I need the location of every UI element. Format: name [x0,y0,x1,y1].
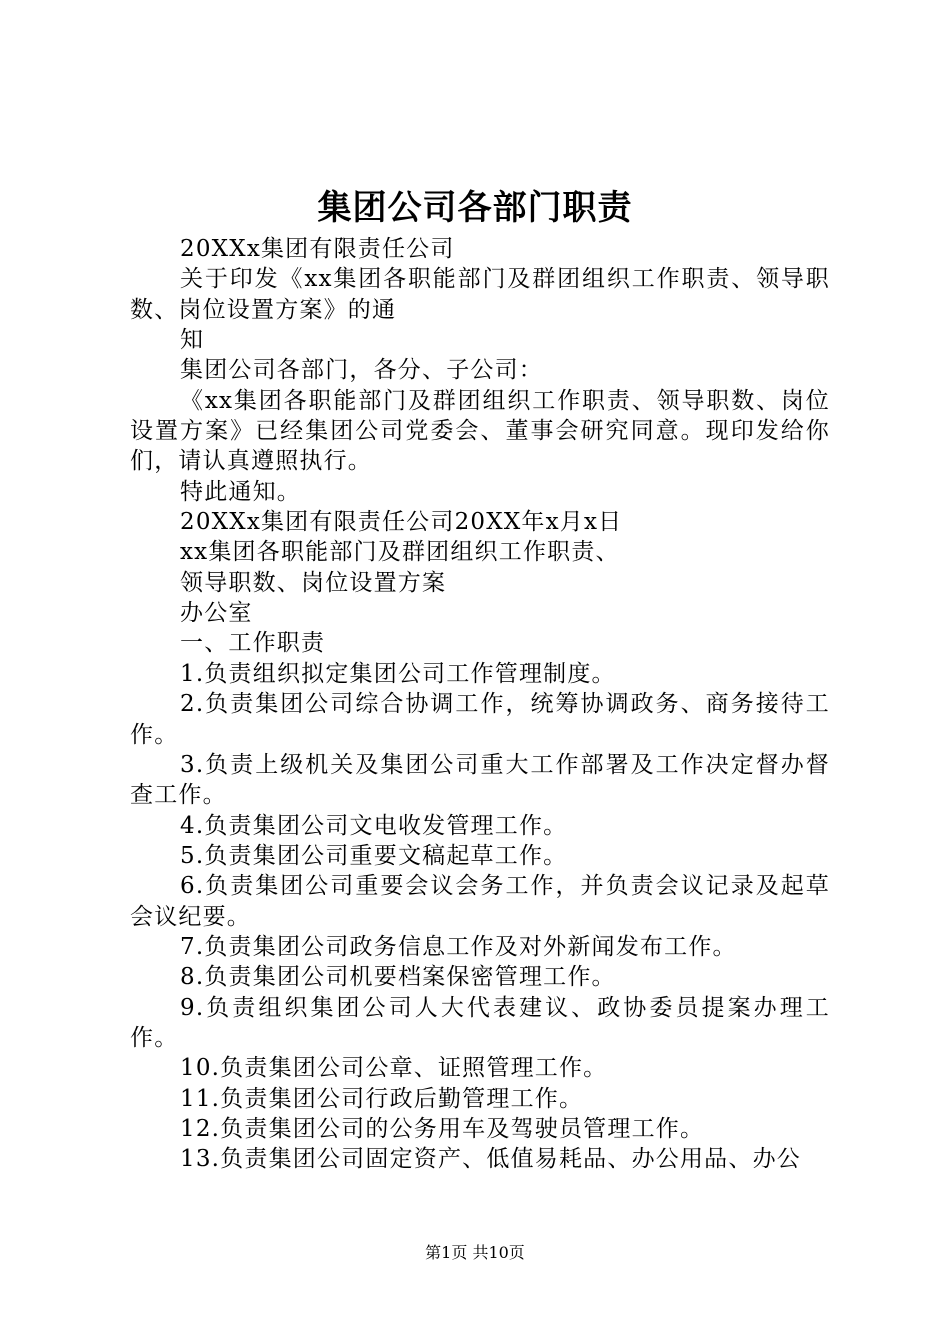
paragraph: 关于印发《xx集团各职能部门及群团组织工作职责、领导职数、岗位设置方案》的通 [130,266,830,323]
paragraph: 知 [180,327,205,354]
list-item: 12.负责集团公司的公务用车及驾驶员管理工作。 [180,1115,705,1142]
list-item: 7.负责集团公司政务信息工作及对外新闻发布工作。 [180,933,737,960]
section-heading: 办公室 [180,600,253,627]
page-footer [0,1242,950,1264]
paragraph: 领导职数、岗位设置方案 [180,569,447,596]
list-item: 11.负责集团公司行政后勤管理工作。 [180,1085,584,1112]
list-item: 13.负责集团公司固定资产、低值易耗品、办公用品、办公 [180,1146,801,1173]
list-item: 5.负责集团公司重要文稿起草工作。 [180,842,568,869]
subsection-heading: 一、工作职责 [180,630,326,657]
list-item: 3.负责上级机关及集团公司重大工作部署及工作决定督办督查工作。 [130,751,830,809]
document-body [130,234,830,1175]
page-indicator: 第1页 共10页 [425,1243,525,1262]
paragraph: 20XXx集团有限责任公司20XX年x月x日 [180,509,623,536]
list-item: 1.负责组织拟定集团公司工作管理制度。 [180,660,616,687]
list-item: 8.负责集团公司机要档案保密管理工作。 [180,964,616,991]
paragraph: 《xx集团各职能部门及群团组织工作职责、领导职数、岗位设置方案》已经集团公司党委会、董事会研究同意。现印发给你们，请认真遵照执行。 [130,387,830,475]
list-item: 4.负责集团公司文电收发管理工作。 [180,812,568,839]
paragraph: 特此通知。 [180,478,301,505]
list-item: 2.负责集团公司综合协调工作，统筹协调政务、商务接待工作。 [130,691,830,748]
paragraph: xx集团各职能部门及群团组织工作职责、 [180,539,620,566]
list-item: 9.负责组织集团公司人大代表建议、政协委员提案办理工作。 [130,994,830,1051]
document-title: 集团公司各部门职责 [317,188,633,228]
paragraph: 20XXx集团有限责任公司 [180,236,455,262]
list-item: 10.负责集团公司公章、证照管理工作。 [180,1055,608,1082]
paragraph: 集团公司各部门，各分、子公司： [180,357,543,384]
list-item: 6.负责集团公司重要会议会务工作，并负责会议记录及起草会议纪要。 [130,873,830,930]
